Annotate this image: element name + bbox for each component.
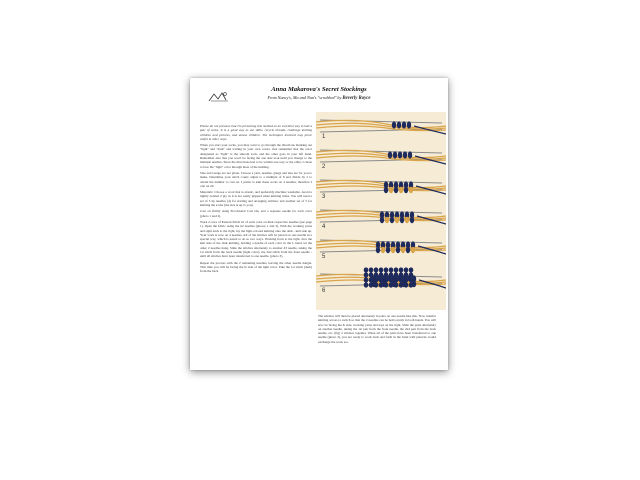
stitch xyxy=(369,272,374,277)
stitch xyxy=(395,217,399,223)
stitch xyxy=(364,267,369,272)
stitch xyxy=(403,151,407,158)
stitch xyxy=(384,282,389,287)
stitch xyxy=(401,247,405,253)
left-paragraph: Size and Gauge are not given. Choose a yarn, needles, gauge and size are for you to make. Determine your stitch count; adjust to a multiple of 8 and divide by 2 to obtain the number to cast on. I prefer to knit these socks on 4 needles, therefore I cast on 20. xyxy=(200,170,312,188)
stitch xyxy=(379,267,384,272)
stitch xyxy=(406,247,410,253)
left-paragraph: Please do not presume that I'm presenting this method as an excellent way to knit a pair of socks. It is a good way to use skills, recycle threads, challenge knitting children and pictures, and amuse children. The techniques involved may prove useful in other ways. xyxy=(200,124,312,141)
stitch xyxy=(389,187,393,193)
byline-author: Beverly Royce xyxy=(342,96,371,101)
stitch xyxy=(394,272,399,277)
stitch xyxy=(399,277,404,282)
yarn-strand xyxy=(316,156,446,161)
stitch xyxy=(369,282,374,287)
photo-number-label: 4 xyxy=(322,224,326,230)
stitch xyxy=(384,187,388,193)
byline-prefix: From Nancy's, Ma and Nan's "scrubbed" by xyxy=(267,95,342,100)
stitch xyxy=(409,272,414,277)
stitch xyxy=(364,282,369,287)
stitch xyxy=(386,247,390,253)
yarn-strand xyxy=(316,126,446,131)
stitch xyxy=(379,282,384,287)
stitch xyxy=(404,282,409,287)
stitch xyxy=(381,247,385,253)
stitch xyxy=(404,272,409,277)
stitch xyxy=(392,121,396,128)
left-paragraph: Cast on firmly using Provisional Cast On, and a separate needle for each color (photo 1 and 2). xyxy=(200,209,312,218)
stitch xyxy=(389,277,394,282)
stitch xyxy=(404,277,409,282)
stitch xyxy=(364,277,369,282)
stitch xyxy=(404,267,409,272)
stitch xyxy=(390,217,394,223)
stitch xyxy=(408,151,412,158)
stitch xyxy=(409,267,414,272)
stitch xyxy=(369,267,374,272)
stitch xyxy=(394,282,399,287)
stitch xyxy=(374,272,379,277)
stitch xyxy=(384,267,389,272)
stitch xyxy=(394,277,399,282)
stitch xyxy=(402,121,406,128)
stitch xyxy=(389,267,394,272)
stitch xyxy=(409,277,414,282)
stitch xyxy=(369,277,374,282)
stitch xyxy=(410,217,414,223)
left-paragraph: Work 2 rows of Eastern Stitch #1 of each color on their respective needles (see page 1). Open the fabric using the #2 needles (photos 1 and 3). With the working yarns and right ends to the right, lay the light-colored knitting onto the dark - knit side up. Your work is now on 4 needles. All of the stitches will be placed on one needle in a special way, which is tested to do so two ways. Working from to the right, face the knit side of the dark knitting, holding a needle of each color in the L hand, let the other 2 needles hang. Slide the stitches alternately to another #3 needle, taking the 1st stitch from the back needle (light color), the 2nd stitch from the front needle - until all stitches have been transferred to one needle. (photo 3). xyxy=(200,219,312,259)
stitch xyxy=(407,121,411,128)
document-page xyxy=(190,78,448,370)
stitch xyxy=(399,272,404,277)
stitch xyxy=(411,247,415,253)
stitch xyxy=(389,282,394,287)
stitch xyxy=(376,247,380,253)
stitch xyxy=(399,187,403,193)
stitch xyxy=(380,217,384,223)
stitch xyxy=(374,267,379,272)
right-column xyxy=(318,314,436,344)
stitch xyxy=(409,282,414,287)
stitch xyxy=(399,282,404,287)
stitch xyxy=(384,272,389,277)
photo-number-label: 2 xyxy=(322,164,326,170)
knitting-photo xyxy=(316,112,446,310)
knitting-photo-graphic xyxy=(316,112,446,310)
stitch xyxy=(388,151,392,158)
stitch xyxy=(405,217,409,223)
left-paragraph: Repeat the process with the 2 remaining needles, leaving the other needle dangle. This time you will be facing the K side of the light color. Take the 1st stitch (dark) from the back xyxy=(200,260,312,274)
page-title: Anna Makarova's Secret Stockings xyxy=(271,86,367,93)
stitch xyxy=(396,247,400,253)
stitch xyxy=(397,121,401,128)
photo-number-label: 5 xyxy=(322,254,326,260)
stitch xyxy=(384,277,389,282)
page-byline xyxy=(190,95,448,101)
left-column xyxy=(200,124,312,276)
stitch xyxy=(409,187,413,193)
stitch xyxy=(393,151,397,158)
stitch xyxy=(374,282,379,287)
stitch xyxy=(379,272,384,277)
photo-number-label: 1 xyxy=(322,134,326,140)
stitch xyxy=(404,187,408,193)
stitch xyxy=(399,267,404,272)
stitch xyxy=(394,267,399,272)
stitch xyxy=(391,247,395,253)
stitch xyxy=(398,151,402,158)
stitch xyxy=(400,217,404,223)
stitch xyxy=(374,277,379,282)
stitch xyxy=(385,217,389,223)
left-paragraph: When you start your socks, you may want to go through the directions marking out "light" and "dark" and writing in your own colors. Just remember that the color designated as "light" is the smooth sock, and the other goes in your left hand. Remember also that you won't be facing the one side took until you change to the multiple needles. Since the directions had to be written one way or the other, I chose to face the "light" color through most of the knitting. xyxy=(200,143,312,169)
left-paragraph: Materials: Choose a wool that is elastic, and preferably machine washable. Avoid a tightly twisted 2 ply as it is not easily gripped when knitting tubes. You will need a set of 5 dp needles (4) for starting and arranging stitches; and another set of 5 for knitting the socks (the size is up to you). xyxy=(200,190,312,208)
stitch xyxy=(364,272,369,277)
stitch xyxy=(394,187,398,193)
photo-number-label: 6 xyxy=(322,288,326,294)
photo-number-label: 3 xyxy=(322,194,326,200)
right-paragraph: The stitches will then be placed alternately in pairs on one needle like this. Now transfer knitting across to switch so that the 2 needles can be held evenly in both hands. You will now be facing the K side, working yarns and tops on the right. Slide the pairs alternately on another needle, taking the 1st pair from the front needle, the 2nd pair from the back needle, etc. (fig) 2 stitches together. When all of the pairs have been transferred to one needle (photo 3), you are ready to work back and forth in the band with patterns would exchange the work too. xyxy=(318,314,436,344)
stitch xyxy=(379,277,384,282)
stitch xyxy=(389,272,394,277)
